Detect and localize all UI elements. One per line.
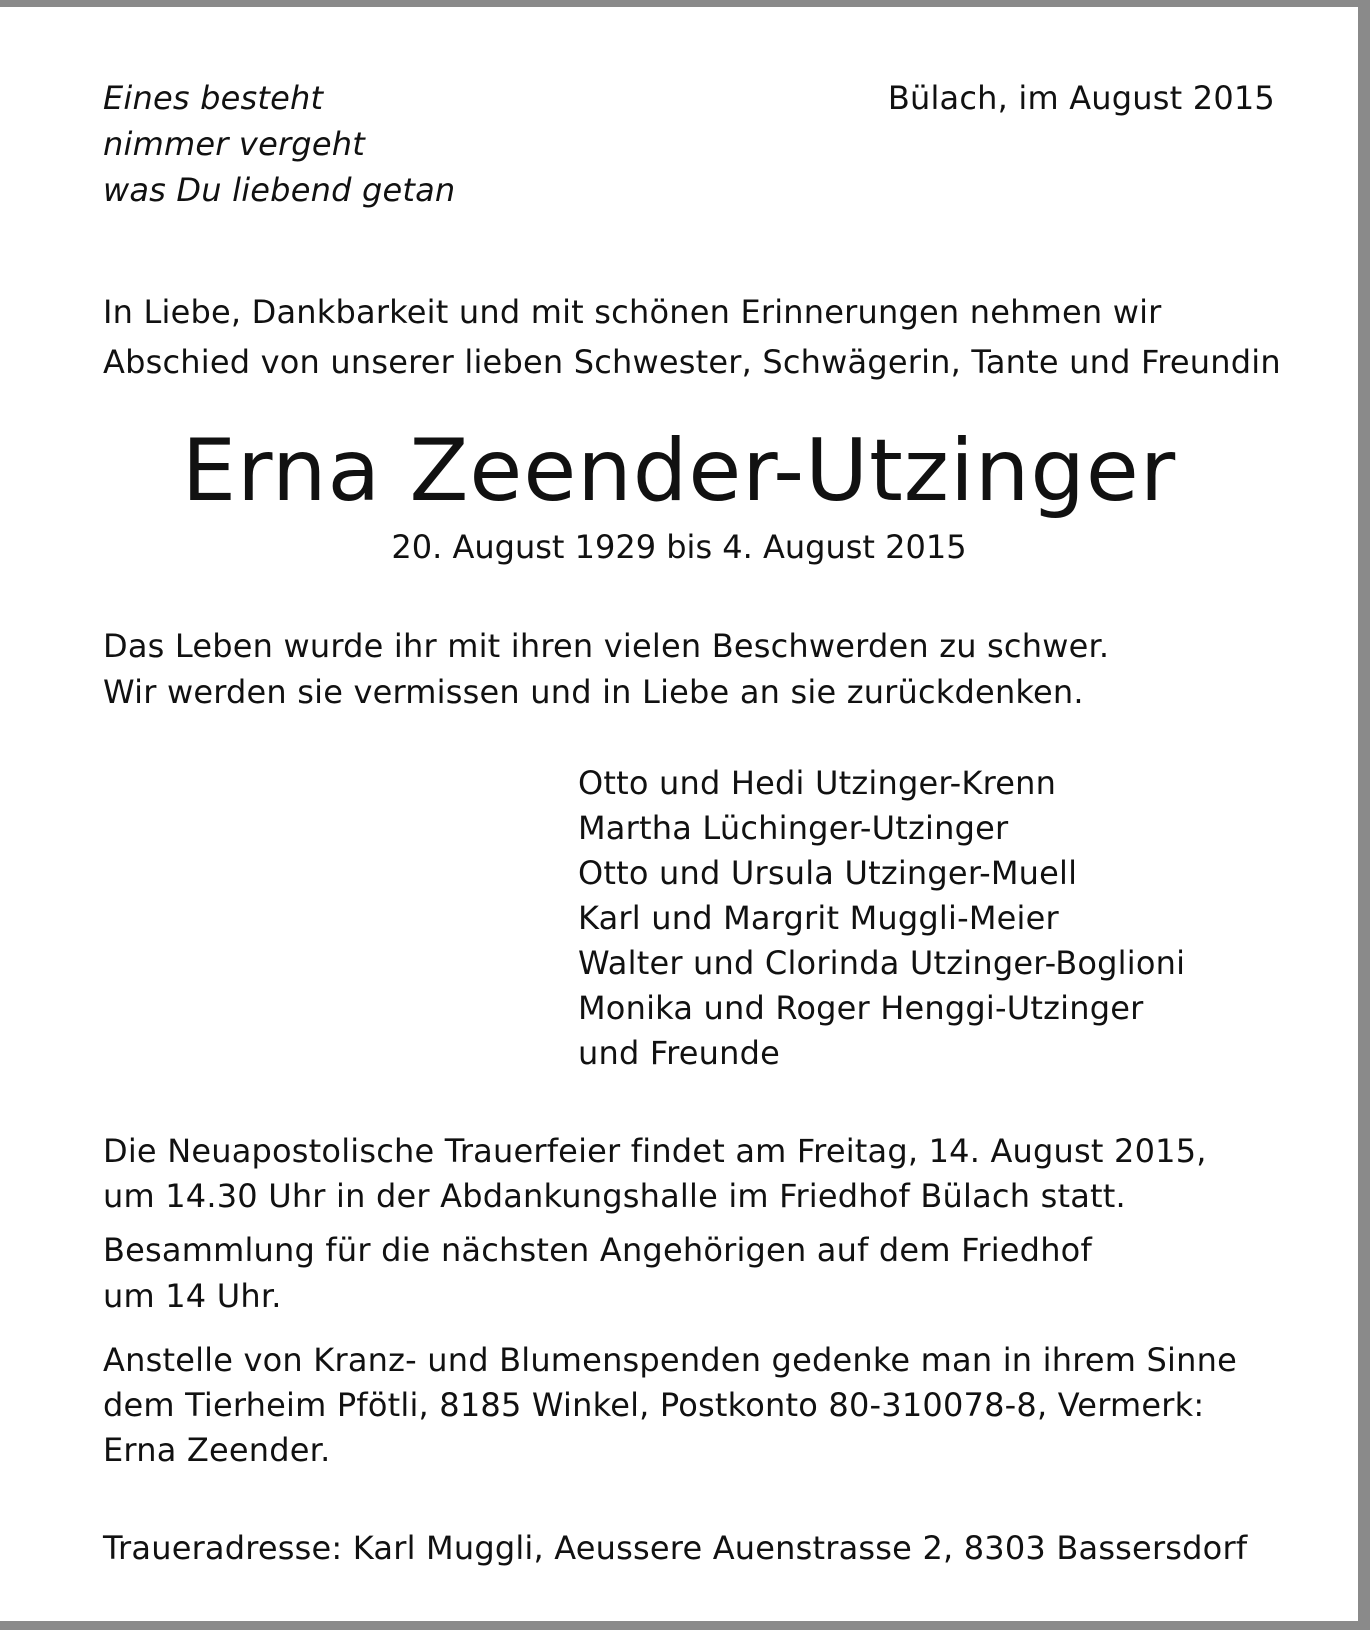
life-dates: 20. August 1929 bis 4. August 2015 (391, 528, 967, 566)
frame-right-border (1358, 0, 1370, 1630)
message-line-2: Wir werden sie vermissen und in Liebe an sie zurückdenken. (103, 673, 1084, 711)
deceased-name: Erna Zeender-Utzinger (181, 421, 1177, 521)
mourner-name: Otto und Hedi Utzinger-Krenn (578, 764, 1057, 802)
intro-line-1: In Liebe, Dankbarkeit und mit schönen Erinnerungen nehmen wir (103, 293, 1162, 331)
mourner-name: Otto und Ursula Utzinger-Muell (578, 854, 1078, 892)
service-line-1: Die Neuapostolische Trauerfeier findet am Freitag, 14. August 2015, (103, 1132, 1207, 1170)
donation-line-2: dem Tierheim Pfötli, 8185 Winkel, Postkonto 80-310078-8, Vermerk: (103, 1386, 1205, 1424)
donation-line-1: Anstelle von Kranz- und Blumenspenden gedenke man in ihrem Sinne (103, 1341, 1237, 1379)
verse-line-1: Eines besteht (103, 79, 324, 117)
gathering-line-1: Besammlung für die nächsten Angehörigen auf dem Friedhof (103, 1231, 1092, 1269)
intro-line-2: Abschied von unserer lieben Schwester, Schwägerin, Tante und Freundin (103, 343, 1281, 381)
service-line-2: um 14.30 Uhr in der Abdankungshalle im Friedhof Bülach statt. (103, 1177, 1126, 1215)
mourner-name: Walter und Clorinda Utzinger-Boglioni (578, 944, 1186, 982)
mourner-name: Monika und Roger Henggi-Utzinger (578, 989, 1144, 1027)
mourner-name: und Freunde (578, 1034, 781, 1072)
mourner-name: Karl und Margrit Muggli-Meier (578, 899, 1059, 937)
message-line-1: Das Leben wurde ihr mit ihren vielen Beschwerden zu schwer. (103, 627, 1110, 665)
place-date: Bülach, im August 2015 (887, 79, 1275, 117)
frame-top-border (0, 0, 1370, 7)
mourner-name: Martha Lüchinger-Utzinger (578, 809, 1009, 847)
donation-line-3: Erna Zeender. (103, 1431, 331, 1469)
frame-bottom-border (0, 1621, 1370, 1630)
gathering-line-2: um 14 Uhr. (103, 1277, 282, 1315)
funeral-address: Traueradresse: Karl Muggli, Aeussere Auenstrasse 2, 8303 Bassersdorf (103, 1529, 1248, 1567)
obituary-notice (0, 7, 1358, 1621)
verse-line-3: was Du liebend getan (103, 171, 456, 209)
verse-line-2: nimmer vergeht (103, 125, 365, 163)
